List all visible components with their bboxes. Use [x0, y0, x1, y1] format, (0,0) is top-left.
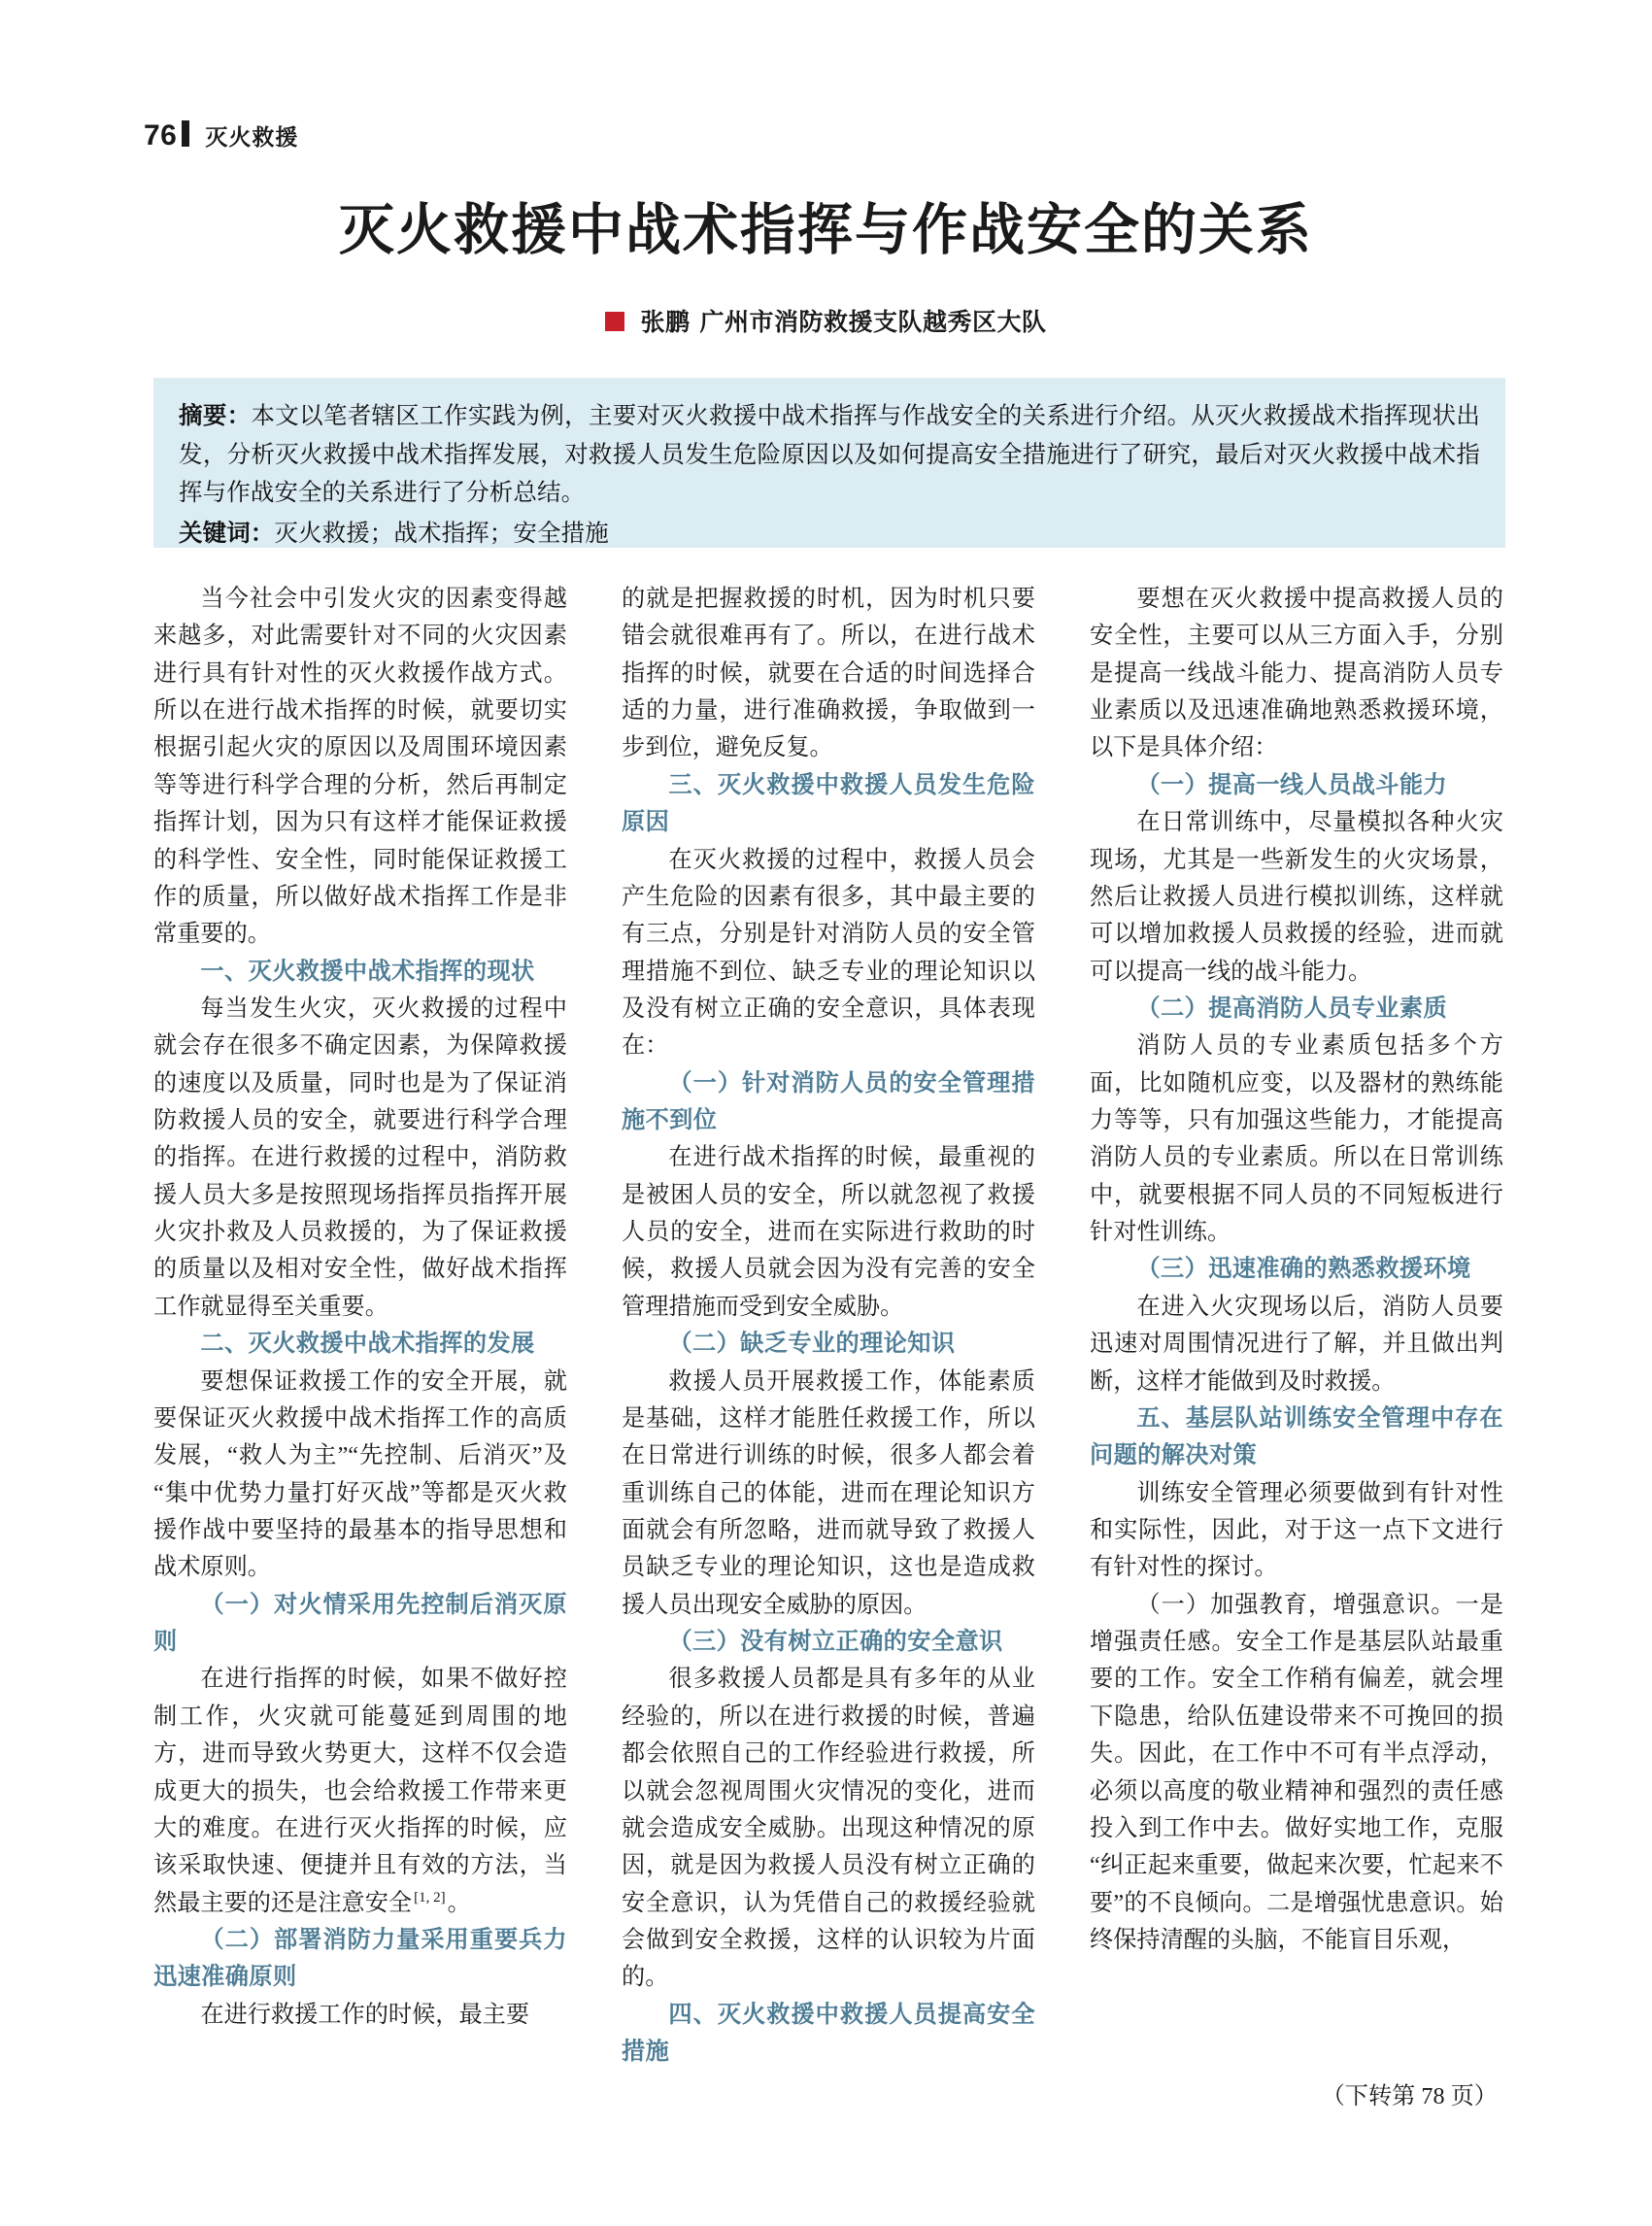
- byline: [0, 311, 1652, 335]
- subsection-heading: （二）部署消防力量采用重要兵力迅速准确原则: [153, 1926, 567, 1991]
- author-name: 张鹏: [640, 309, 691, 336]
- paragraph: 在进入火灾现场以后，消防人员要迅速对周围情况进行了解，并且做出判断，这样才能做到及时救援。: [1090, 1293, 1503, 1395]
- column-1: [153, 581, 567, 2115]
- section-heading: 三、灭火救援中救援人员发生危险原因: [622, 771, 1035, 836]
- running-head: [144, 118, 298, 151]
- paragraph-text: 在进行指挥的时候，如果不做好控制工作，火灾就可能蔓延到周围的地方，进而导致火势更大，这样不仅会造成更大的损失，也会给救援工作带来更大的难度。在进行灭火指挥的时候，应该采取快速、便捷并且有效的方法，当然最主要的还是注意安全: [153, 1666, 567, 1916]
- abstract-body: 本文以笔者辖区工作实践为例，主要对灭火救援中战术指挥与作战安全的关系进行介绍。从灭火救援战术指挥现状出发，分析灭火救援中战术指挥发展，对救援人员发生危险原因以及如何提高安全措施进行了研究，最后对灭火救援中战术指挥与作战安全的关系进行了分析总结。: [179, 403, 1480, 507]
- subsection-heading: （二）提高消防人员专业素质: [1136, 995, 1448, 1022]
- running-head-rule-icon: [182, 120, 189, 147]
- abstract-label: 摘要：: [179, 403, 252, 429]
- paragraph: 要想保证救援工作的安全开展，就要保证灭火救援中战术指挥工作的高质发展，“救人为主”“先控制、后消灭”及“集中优势力量打好灭战”等都是灭火救援作战中要坚持的最基本的指导思想和战术原则。: [153, 1367, 567, 1581]
- paragraph: 在灭火救援的过程中，救援人员会产生危险的因素有很多，其中最主要的有三点，分别是针对消防人员的安全管理措施不到位、缺乏专业的理论知识以及没有树立正确的安全意识，具体表现在：: [622, 846, 1035, 1060]
- keywords-values: 灭火救援；战术指挥；安全措施: [274, 521, 609, 548]
- subsection-heading: （三）迅速准确的熟悉救援环境: [1136, 1256, 1471, 1283]
- keywords-label: 关键词：: [179, 521, 275, 548]
- keywords-line: [179, 515, 1480, 554]
- paragraph: 每当发生火灾，灭火救援的过程中就会存在很多不确定因素，为保障救援的速度以及质量，同时也是为了保证消防救援人员的安全，就要进行科学合理的指挥。在进行救援的过程中，消防救援人员大多是按照现场指挥员指挥开展火灾扑救及人员救援的，为了保证救援的质量以及相对安全性，做好战术指挥工作就显得至关重要。: [153, 995, 567, 1320]
- citation-ref: [1, 2]: [414, 1889, 446, 1906]
- paragraph: 要想在灭火救援中提高救援人员的安全性，主要可以从三方面入手，分别是提高一线战斗能力、提高消防人员专业素质以及迅速准确地熟悉救援环境，以下是具体介绍：: [1090, 586, 1503, 761]
- paragraph: （一）加强教育，增强意识。一是增强责任感。安全工作是基层队站最重要的工作。安全工作稍有偏差，就会埋下隐患，给队伍建设带来不可挽回的损失。因此，在工作中不可有半点浮动，必须以高度的敬业精神和强烈的责任感投入到工作中去。做好实地工作，克服“纠正起来重要，做起来次要，忙起来不要”的不良倾向。二是增强忧患意识。始终保持清醒的头脑，不能盲目乐观，: [1090, 1591, 1503, 1953]
- continuation-note: （下转第 78 页）: [1321, 2082, 1498, 2109]
- author-affiliation: 广州市消防救援支队越秀区大队: [699, 309, 1047, 336]
- paragraph: 消防人员的专业素质包括多个方面，比如随机应变，以及器材的熟练能力等等，只有加强这些能力，才能提高消防人员的专业素质。所以在日常训练中，就要根据不同人员的不同短板进行针对性训练。: [1090, 1032, 1503, 1246]
- section-heading: 四、灭火救援中救援人员提高安全措施: [622, 2001, 1035, 2066]
- paragraph-continued: 的就是把握救援的时机，因为时机只要错会就很难再有了。所以，在进行战术指挥的时候，就要在合适的时间选择合适的力量，进行准确救援，争取做到一步到位，避免反复。: [622, 586, 1035, 761]
- column-3: [1090, 581, 1503, 2115]
- paragraph: 训练安全管理必须要做到有针对性和实际性，因此，对于这一点下文进行有针对性的探讨。: [1090, 1479, 1503, 1581]
- red-square-bullet-icon: [605, 312, 624, 331]
- abstract-box: [153, 378, 1505, 548]
- paragraph: 当今社会中引发火灾的因素变得越来越多，对此需要针对不同的火灾因素进行具有针对性的灭火救援作战方式。所以在进行战术指挥的时候，就要切实根据引起火灾的原因以及周围环境因素等等进行科学合理的分析，然后再制定指挥计划，因为只有这样才能保证救援的科学性、安全性，同时能保证救援工作的质量，所以做好战术指挥工作是非常重要的。: [153, 586, 567, 948]
- abstract-text: [179, 397, 1480, 513]
- section-heading: 一、灭火救援中战术指挥的现状: [200, 958, 535, 985]
- subsection-heading: （一）提高一线人员战斗能力: [1136, 771, 1448, 798]
- subsection-heading: （三）没有树立正确的安全意识: [668, 1629, 1003, 1656]
- column-2: [622, 581, 1035, 2115]
- paragraph: 在进行救援工作的时候，最主要: [200, 2001, 530, 2028]
- paragraph: 救援人员开展救援工作，体能素质是基础，这样才能胜任救援工作，所以在日常进行训练的时候，很多人都会着重训练自己的体能，进而在理论知识方面就会有所忽略，进而就导致了救援人员缺乏专业的理论知识，这也是造成救援人员出现安全威胁的原因。: [622, 1367, 1035, 1618]
- paragraph: 在日常训练中，尽量模拟各种火灾现场，尤其是一些新发生的火灾场景，然后让救援人员进行模拟训练，这样就可以增加救援人员救援的经验，进而就可以提高一线的战斗能力。: [1090, 809, 1503, 985]
- page-number: 76: [144, 119, 178, 152]
- section-heading: 二、灭火救援中战术指挥的发展: [200, 1331, 535, 1358]
- paragraph: 很多救援人员都是具有多年的从业经验的，所以在进行救援的时候，普遍都会依照自己的工作经验进行救援，所以就会忽视周围火灾情况的变化，进而就会造成安全威胁。出现这种情况的原因，就是因为救援人员没有树立正确的安全意识，认为凭借自己的救援经验就会做到安全救援，这样的认识较为片面的。: [622, 1666, 1035, 1991]
- subsection-heading: （二）缺乏专业的理论知识: [668, 1331, 956, 1358]
- subsection-heading: （一）针对消防人员的安全管理措施不到位: [622, 1069, 1035, 1134]
- section-heading: 五、基层队站训练安全管理中存在问题的解决对策: [1090, 1404, 1503, 1469]
- subsection-heading: （一）对火情采用先控制后消灭原则: [153, 1591, 567, 1656]
- running-head-section-label: 灭火救援: [205, 124, 299, 150]
- paragraph-text-tail: 。: [447, 1889, 471, 1916]
- paragraph-with-citation: [153, 1661, 567, 1922]
- paragraph: 在进行战术指挥的时候，最重视的是被困人员的安全，所以就忽视了救援人员的安全，进而在实际进行救助的时候，救援人员就会因为没有完善的安全管理措施而受到安全威胁。: [622, 1144, 1035, 1320]
- article-body: [153, 581, 1505, 2115]
- page-title: 灭火救援中战术指挥与作战安全的关系: [339, 199, 1313, 261]
